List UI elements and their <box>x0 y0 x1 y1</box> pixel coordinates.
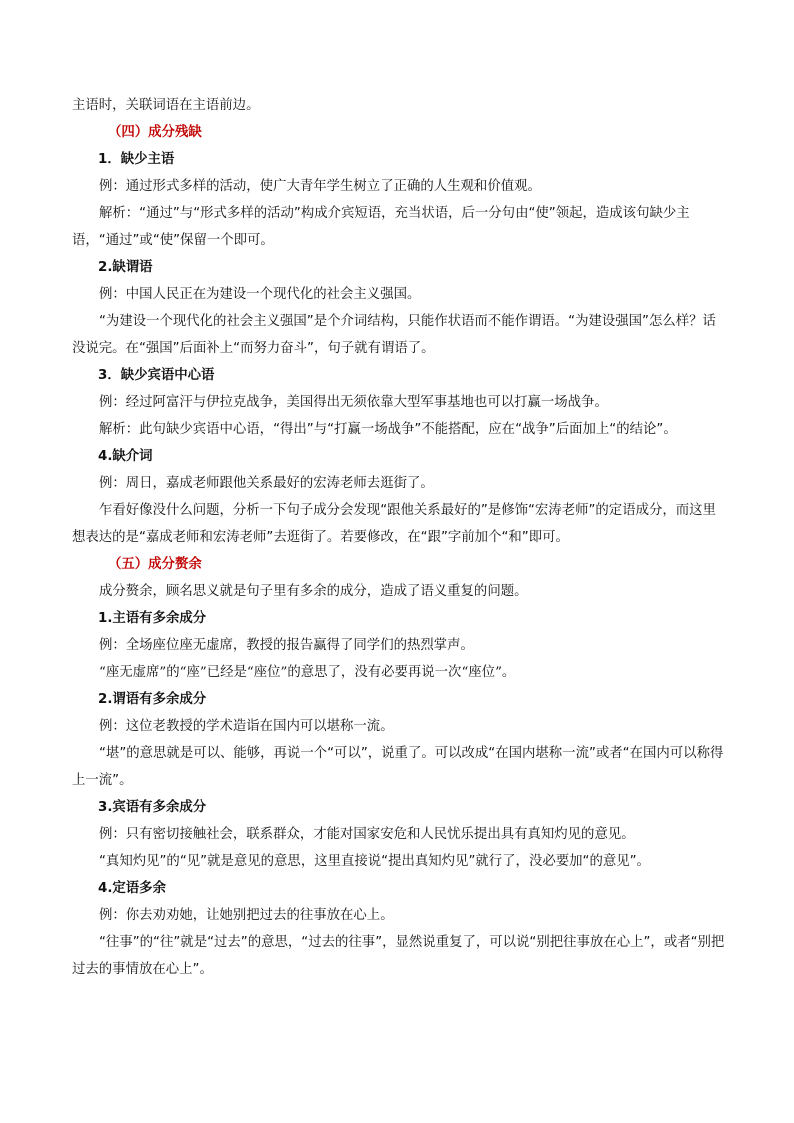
example-2: 例：中国人民正在为建设一个现代化的社会主义强国。 <box>99 287 421 302</box>
subheading-redundant-object: 3.宾语有多余成分 <box>98 800 207 815</box>
subheading-redundant-predicate: 2.谓语有多余成分 <box>98 692 207 707</box>
subheading-redundant-attributive: 4.定语多余 <box>98 881 166 896</box>
analysis-1: 解析：“通过”与“形式多样的活动”构成介宾短语，充当状语，后一分句由“使”领起，造成该句缺少主语，“通过”或“使”保留一个即可。 <box>72 206 690 248</box>
section-heading-4: （四）成分残缺 <box>108 125 202 140</box>
paragraph-continuation: 主语时，关联词语在主语前边。 <box>72 98 260 113</box>
analysis-2: “为建设一个现代化的社会主义强国”是个介词结构，只能作状语而不能作谓语。“为建设强国”怎么样？话没说完。在“强国”后面补上“而努力奋斗”，句子就有谓语了。 <box>72 314 716 356</box>
example-6: 例：这位老教授的学术造诣在国内可以堪称一流。 <box>99 719 394 734</box>
analysis-4: 乍看好像没什么问题，分析一下句子成分会发现“跟他关系最好的”是修饰“宏涛老师”的定语成分，而这里想表达的是“嘉成老师和宏涛老师”去逛街了。若要修改，在“跟”字前加个“和”即可。 <box>72 503 716 545</box>
example-8: 例：你去劝劝她，让她别把过去的往事放在心上。 <box>99 908 394 923</box>
subheading-missing-preposition: 4.缺介词 <box>98 449 153 464</box>
analysis-8: “往事”的“往”就是“过去”的意思，“过去的往事”，显然说重复了，可以说“别把往事放在心上”，或者“别把过去的事情放在心上”。 <box>72 935 725 977</box>
analysis-7: “真知灼见”的“见”就是意见的意思，这里直接说“提出真知灼见”就行了，没必要加“的意见”。 <box>99 854 650 869</box>
subheading-missing-object-head: 3．缺少宾语中心语 <box>98 368 215 383</box>
analysis-3: 解析：此句缺少宾语中心语，“得出”与“打赢一场战争”不能搭配，应在“战争”后面加上“的结论”。 <box>99 422 677 437</box>
analysis-6: “堪”的意思就是可以、能够，再说一个“可以”，说重了。可以改成“在国内堪称一流”或者“在国内可以称得上一流”。 <box>72 746 724 788</box>
example-1: 例：通过形式多样的活动，使广大青年学生树立了正确的人生观和价值观。 <box>99 179 541 194</box>
page-content <box>72 92 728 983</box>
example-3: 例：经过阿富汗与伊拉克战争，美国得出无须依靠大型军事基地也可以打赢一场战争。 <box>99 395 608 410</box>
subheading-missing-predicate: 2.缺谓语 <box>98 260 153 275</box>
subheading-redundant-subject: 1.主语有多余成分 <box>98 611 207 626</box>
example-4: 例：周日，嘉成老师跟他关系最好的宏涛老师去逛街了。 <box>99 476 434 491</box>
example-7: 例：只有密切接触社会，联系群众，才能对国家安危和人民忧乐提出具有真知灼见的意见。 <box>99 827 635 842</box>
analysis-5: “座无虚席”的“座”已经是“座位”的意思了，没有必要再说一次“座位”。 <box>99 665 516 680</box>
example-5: 例：全场座位座无虚席，教授的报告赢得了同学们的热烈掌声。 <box>99 638 474 653</box>
section-5-intro: 成分赘余，顾名思义就是句子里有多余的成分，造成了语义重复的问题。 <box>99 584 528 599</box>
section-heading-5: （五）成分赘余 <box>108 557 202 572</box>
subheading-missing-subject: 1．缺少主语 <box>98 152 175 167</box>
